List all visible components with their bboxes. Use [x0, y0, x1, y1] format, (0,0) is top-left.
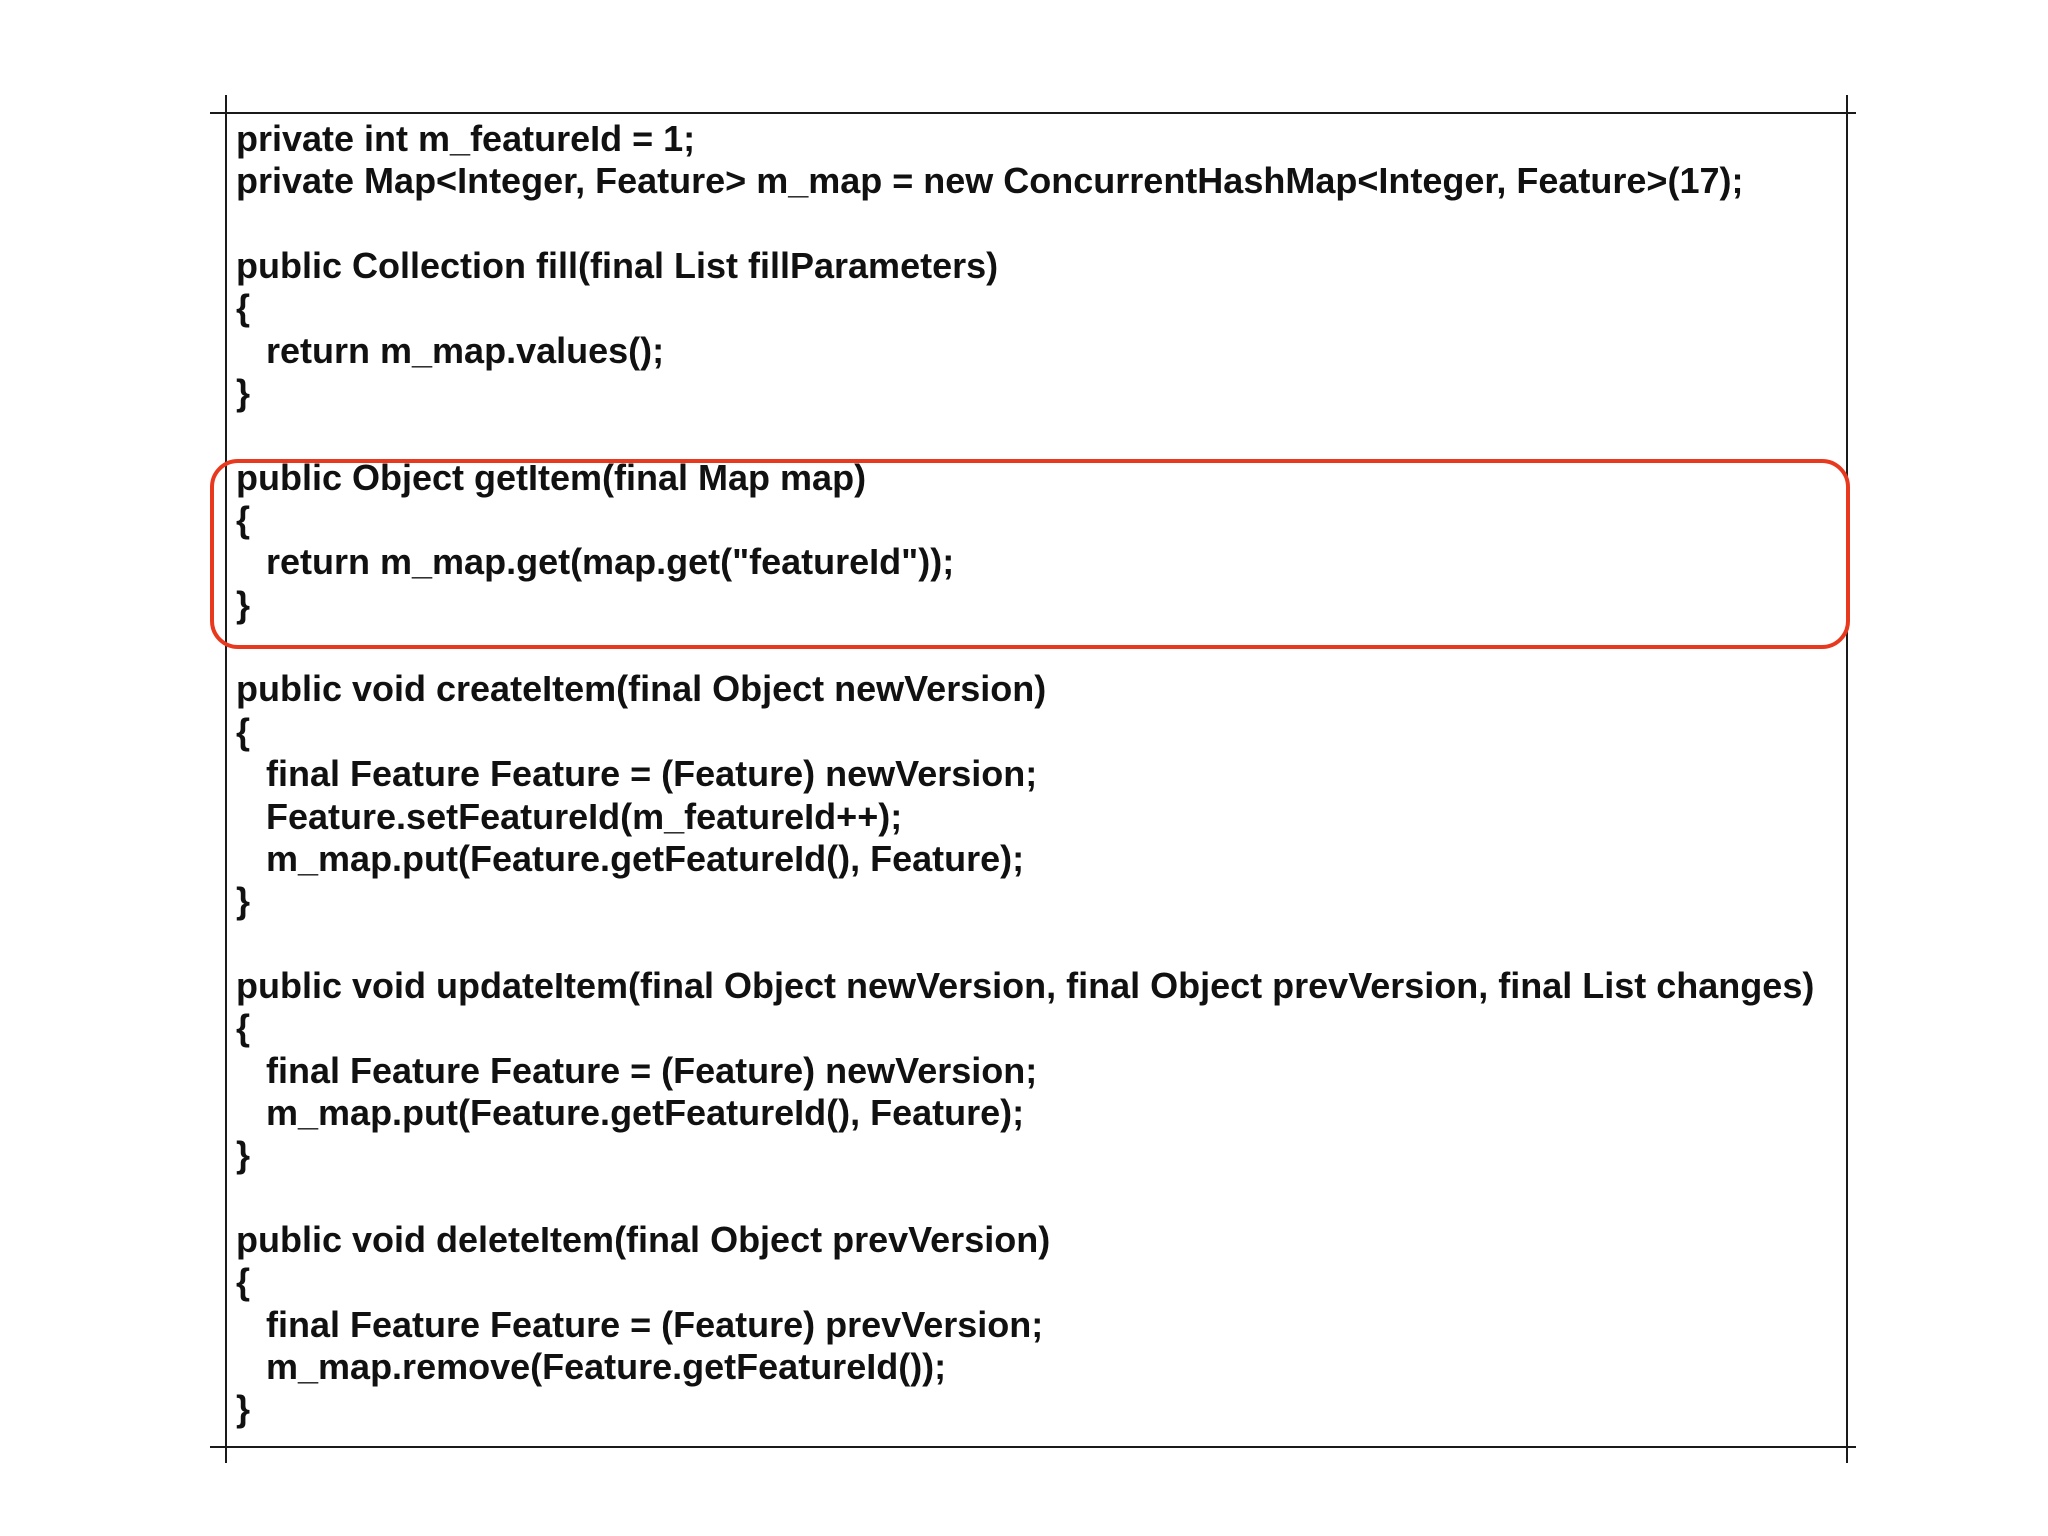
- code-line: [236, 923, 1814, 965]
- frame-top-border: [210, 112, 1856, 114]
- code-line: public void updateItem(final Object newVersion, final Object prevVersion, final List changes): [236, 964, 1815, 1006]
- code-line: [236, 203, 1814, 245]
- code-line: public void deleteItem(final Object prevVersion): [236, 1218, 1051, 1260]
- code-line: {: [236, 710, 251, 752]
- code-line: }: [236, 880, 251, 922]
- code-line: return m_map.get(map.get("featureId"));: [236, 541, 955, 583]
- code-line: m_map.remove(Feature.getFeatureId());: [236, 1345, 947, 1387]
- code-line: Feature.setFeatureId(m_featureId++);: [236, 795, 903, 837]
- code-line: [236, 414, 1814, 456]
- code-line: }: [236, 583, 251, 625]
- frame-left-border: [225, 95, 227, 1463]
- code-line: return m_map.values();: [236, 329, 665, 371]
- code-line: [236, 626, 1814, 668]
- code-line: final Feature Feature = (Feature) newVersion;: [236, 753, 1038, 795]
- code-line: {: [236, 499, 251, 541]
- code-line: {: [236, 287, 251, 329]
- code-line: private int m_featureId = 1;: [236, 118, 696, 159]
- code-line: [236, 1177, 1814, 1219]
- code-line: public void createItem(final Object newVersion): [236, 668, 1047, 710]
- code-listing: [236, 118, 1814, 1431]
- code-line: }: [236, 372, 251, 414]
- code-line: public Object getItem(final Map map): [236, 456, 867, 498]
- code-line: {: [236, 1261, 251, 1303]
- frame-bottom-border: [210, 1446, 1856, 1448]
- code-line: }: [236, 1134, 251, 1176]
- frame-right-border: [1846, 95, 1848, 1463]
- code-line: }: [236, 1388, 251, 1430]
- code-line: {: [236, 1007, 251, 1049]
- code-line: final Feature Feature = (Feature) prevVersion;: [236, 1303, 1044, 1345]
- code-line: m_map.put(Feature.getFeatureId(), Feature);: [236, 1091, 1025, 1133]
- code-line: public Collection fill(final List fillParameters): [236, 245, 999, 287]
- code-line: private Map<Integer, Feature> m_map = new ConcurrentHashMap<Integer, Feature>(17);: [236, 160, 1744, 202]
- code-line: final Feature Feature = (Feature) newVersion;: [236, 1049, 1038, 1091]
- code-line: m_map.put(Feature.getFeatureId(), Feature);: [236, 837, 1025, 879]
